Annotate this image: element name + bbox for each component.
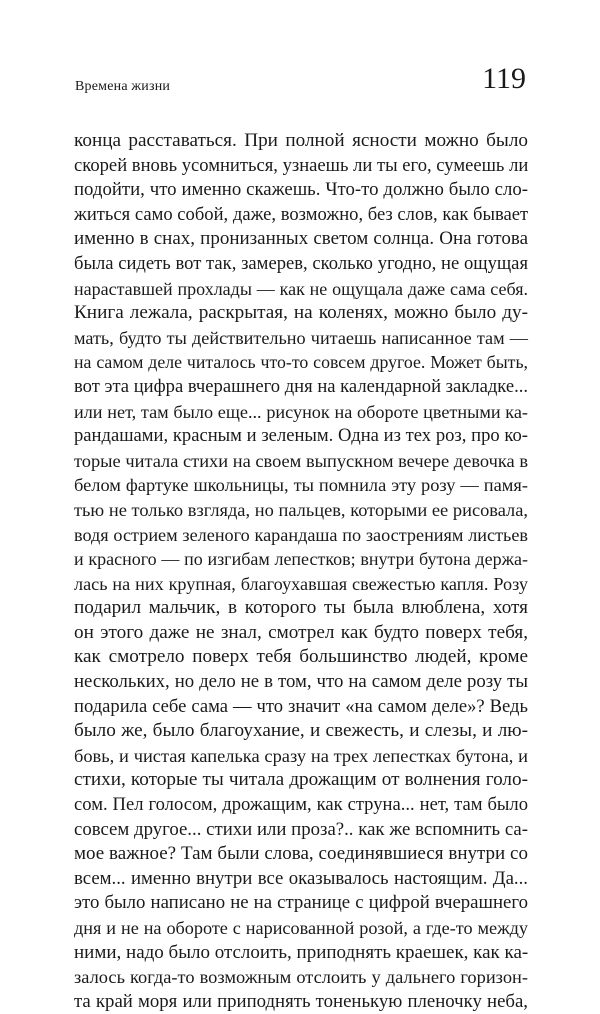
text-line: ними, надо было отслоить, приподнять краешек, как ка- [74,941,529,963]
text-line: лась на них крупная, благоухавшая свежестью капля. Розу [74,573,528,594]
text-line: рандашами, красным и зеленым. Одна из тех роз, про ко- [74,425,528,447]
text-line: скорей вновь усомниться, узнаешь ли ты его, сумеешь ли [74,154,529,176]
text-line: подарила себе сама — что значит «на самом деле»? Ведь [74,695,528,717]
text-line: было же, было благоухание, и свежесть, и слезы, и лю- [74,720,528,742]
text-line: Книга лежала, раскрытая, на коленях, можно было ду- [74,302,528,324]
page-number: 119 [482,62,526,95]
text-line: совсем другое... стихи или проза?.. как же вспомнить са- [74,818,528,840]
text-line: конца расставаться. При полной ясности можно было [74,130,528,151]
text-line: залось когда-то возможным отслоить у дальнего горизон- [74,967,528,988]
running-title: Времена жизни [75,79,171,94]
text-line: и красного — по изгибам лепестков; внутри бутона держа- [74,549,528,570]
text-line: торые читала стихи на своем выпускном вечере девочка в [74,450,528,471]
text-line: вот эта цифра вчерашнего дня на календарной закладке... [74,375,529,397]
text-line: именно в снах, пронизанных светом солнца. Она готова [74,228,528,250]
text-line: всем... именно внутри все оказывалось настоящим. Да... [74,867,528,889]
text-line: водя острием зеленого карандаша по заострениям листьев [74,524,528,545]
text-line: мать, будто ты действительно читаешь написанное там — [74,327,528,348]
text-line: или нет, там было еще... рисунок на обороте цветными ка- [74,401,528,422]
text-line: нескольких, но дело не в том, что на самом деле розу ты [74,671,528,693]
text-line: на самом деле читалось что-то совсем другое. Может быть, [74,352,528,373]
text-line: мое важное? Там были слова, соединявшиеся внутри со [74,843,528,865]
text-line: как смотрело поверх тебя большинство людей, кроме [74,646,528,668]
text-line: подарил мальчик, в которого ты была влюблена, хотя [74,597,528,619]
text-line: тью не только взгляда, но пальцев, которыми ее рисовала, [74,499,528,520]
text-line: бовь, и чистая капелька сразу на трех лепестках бутона, и [74,745,528,766]
text-line: житься само собой, даже, возможно, без слов, как бывает [74,203,529,225]
text-line: дня и не на обороте с нарисованной розой, а где-то между [74,918,528,938]
text-line: подойти, что именно скажешь. Что-то должно было сло- [74,179,528,201]
text-line: белом фартуке школьницы, ты помнила эту розу — памя- [74,475,528,496]
text-line: была сидеть вот так, замерев, сколько угодно, не ощущая [74,252,528,274]
text-line: та край моря или приподнять тоненькую пленочку неба, [74,990,528,1012]
text-line: стихи, которые ты читала дрожащим от волнения голо- [74,769,528,791]
text-line: нараставшей прохлады — как не ощущала даже сама себя. [74,278,528,299]
text-line: сом. Пел голосом, дрожащим, как струна... нет, там было [74,794,528,816]
text-line: это было написано не на странице с цифрой вчерашнего [74,892,528,914]
body-text [74,129,528,1014]
text-line: он этого даже не знал, смотрел как будто поверх тебя, [74,621,528,643]
